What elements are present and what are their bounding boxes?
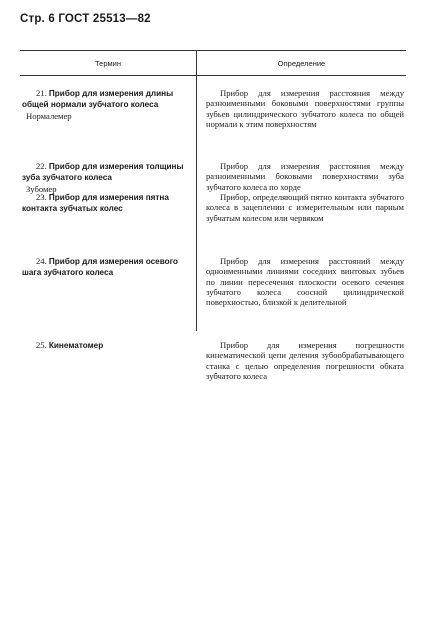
terms-table [20,50,406,381]
definition-24: Прибор для измерения расстояний между одноименными линиями соседних винтовых зубьев по линии пересечения плоскости осевого сечения зубчатого колеса соосной цилиндрической поверхностью, близкой к делительной [206,256,404,308]
term-22 [22,161,188,194]
term-name: Прибор для измерения пятна контакта зубчатых колес [22,193,169,214]
column-header-term: Термин [20,51,197,75]
definition-25: Прибор для измерения погрешности кинематической цепи деления зубообрабатывающего станка с целью определения погрешности обката зубчатого колеса [206,340,404,381]
term-21 [22,88,188,121]
table-header [20,51,406,76]
term-name: Прибор для измерения толщины зуба зубчатого колеса [22,162,184,183]
page-header: Стр. 6 ГОСТ 25513—82 [20,13,151,25]
column-divider [196,76,197,331]
column-header-definition: Определение [277,58,326,68]
table-body [20,76,406,381]
term-name: Прибор для измерения осевого шага зубчатого колеса [22,257,178,278]
term-name: Прибор для измерения длины общей нормали зубчатого колеса [22,89,174,110]
term-24 [22,256,188,279]
definition-23: Прибор, определяющий пятно контакта зубчатого колеса в зацеплении с измерительным или парным зубчатым колесом или червяком [206,192,404,223]
term-number: 24. [36,256,47,266]
term-number: 22. [36,161,47,171]
term-number: 21. [36,88,47,98]
term-25 [22,340,188,351]
term-name: Кинематомер [48,341,104,350]
term-synonym: Нормалемер [26,110,72,121]
definition-21: Прибор для измерения расстояния между разноименными боковыми поверхностями группы зубьев цилиндрического зубчатого колеса по общей нормали к этим поверхностям [206,88,404,129]
term-synonym: Зубомер [26,183,57,194]
term-number: 25. [36,340,47,350]
definition-22: Прибор для измерения расстояния между разноименными боковыми поверхностями зуба зубчатого колеса по хорде [206,161,404,192]
term-23 [22,192,188,215]
term-number: 23. [36,192,47,202]
